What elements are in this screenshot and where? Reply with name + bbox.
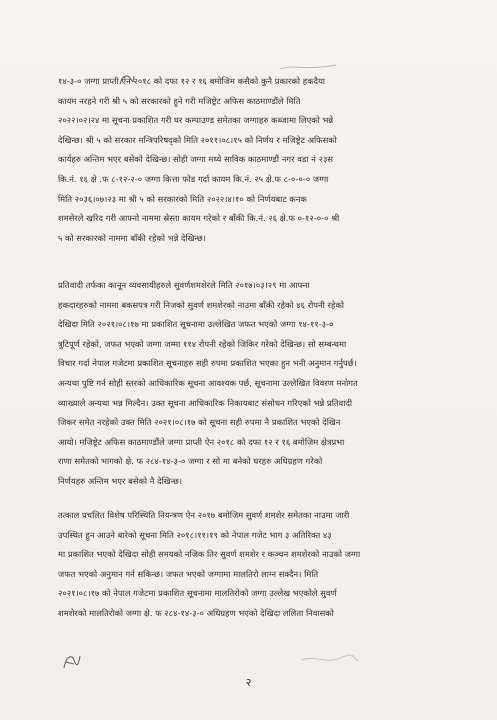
text-line: कायम नरहने गरी श्री ५ को सरकारको हुने गरी मजिष्ट्रेट अफिस काठमाण्डौंले मिति — [58, 95, 301, 106]
text-line: कि.नं. १६ क्षे .फ ८-१२-२-० जग्गा कित्ता फोड गर्दा कायम कि.नं. २५ क्षे.फ ८-०-०-० जग्गा — [58, 173, 329, 184]
text-line: शमशेरको मालतिरोको जग्गा क्षे. फ २८४-१४-३-० अधिग्रहण भएको देखिदा ललिता निवासको — [58, 607, 334, 618]
text-line: ५ को सरकारको नाममा बाँकी रहेको भन्ने देखिन्छ। — [58, 232, 206, 243]
text-line: मा प्रकाशित भएको देखिदा सोही समयको नजिक तिर सुवर्ण शमशेर र कञ्चन शमशेरको नाउको जग्गा — [58, 549, 361, 560]
text-line: त्रुटिपूर्ण रहेको, जफत भएको जग्गा जम्मा ११४ रोपनी रहेको जिकिर गरेको देखिन्छ। सो सम्बन्धमा — [58, 338, 347, 349]
text-line: व्याख्याले अन्यथा भन्न मिल्दैन। उक्त सूचना आधिकारिक निकायबाट संसोधन गरिएको भन्ने प्रतिवादी — [58, 397, 353, 408]
text-line: २०२२।०२।२४ मा सूचना प्रकाशित गरी घर कम्पाउण्ड समेतका जग्गाहरु कब्जामा लिएको भन्ने — [58, 115, 334, 126]
text-line: आयो। मजिष्ट्रेट अफिस काठमाण्डौंले जग्गा प्राप्ती ऐन २०१८ को दफा १२ र १६ बमोजिम क्षेत्रप्रभा — [58, 436, 345, 447]
text-line: निर्णयहरु अन्तिम भएर बसेको नै देखिन्छ। — [58, 475, 183, 486]
paragraph-1 — [58, 72, 470, 248]
text-line: जिकर समेत नरहेको उक्त मिति २०२१।०८।१७ को सूचना सही रुपमा नै प्रकाशित भएको देखिन — [58, 417, 341, 428]
text-line: तत्काल प्रचलित विशेष परिस्थिति नियन्त्रण ऐन २०१७ बमोजिम सुवर्ण शमशेर समेतका नाउमा जारी — [58, 510, 350, 520]
text-line: कार्यहरु अन्तिम भएर बसेको देखिन्छ। सोही जग्गा मध्ये साविक काठमाण्डौं नगर वडा नं २३स — [58, 154, 333, 165]
text-line: अन्यथा पुष्टि गर्न सोही स्तरको आधिकारिक सूचना आवश्यक पर्छ, सूचनामा उल्लेखित विवरण मनोगत — [58, 377, 358, 388]
handwritten-mark-bottom — [300, 652, 360, 666]
page-number: २ — [245, 676, 252, 689]
handwritten-mark-bottom-left — [60, 650, 82, 672]
paragraph-3 — [58, 506, 470, 624]
text-line: विचार गर्दा नेपाल गजेटमा प्रकाशित सूचनाहरु सही रुपमा प्रकाशित भएका हुन भनी अनुमान गर्नुपर्छ। — [58, 358, 357, 369]
text-line: उपस्थित हुन आउने बारेको सूचना मिति २०१८।११।१९ को नेपाल गजेट भाग ३ अतिरिक्त ४३ — [58, 529, 332, 540]
text-line: देखिदा मिति २०२१।०८।१७ मा प्रकाशित सूचनामा उल्लेखित जफत भएको जग्गा १४-११-३-० — [58, 319, 334, 330]
text-line: राणा समेतको भागको क्षे. फ २८४-१४-३-० जग्गा र सो मा बनेको घरहरु अधिग्रहण गरेको — [58, 456, 323, 467]
text-line: शमसेरले खरिद गरी आफ्नो नाममा स्रेस्ता कायम गरेको र बाँकी कि.नं. २६ क्षे.फ ०-१२-०-० श्री — [58, 213, 340, 224]
text-line: मिति २०३६।०७।२३ मा श्री ५ को सरकारको मिति २०२२।४।१० को निर्णयबाट कनक — [58, 193, 307, 204]
text-line: हकदारहरुको नाममा बकसपत्र गरी निजको सुवर्ण शमशेरको नाउमा बाँकी रहेको ४६ रोपनी रहेको — [58, 299, 345, 310]
text-line: प्रतिवादी तर्फका कानून व्यवसायीहरुले सुवर्णशमशेरले मिति २०१७।०३।२९ मा आफ्ना — [58, 280, 310, 290]
text-line: देखिन्छ। श्री ५ को सरकार मन्त्रिपरिषद्को मिति २०११।०८।१५ को निर्णय र मजिष्ट्रेट अफिसको — [58, 134, 337, 145]
text-line: १४-३-० जग्गा प्राप्ती ऐन २०१८ को दफा १२ र १६ बमोजिम कसैको कुनै प्रकारको हकदैया — [58, 76, 326, 86]
text-line: २०२१।०८।१७ को नेपाल गजेटमा प्रकाशित सूचनामा मालतिरोको जग्गा उल्लेख भएकोले सुवर्ण — [58, 588, 337, 599]
text-line: जफत भएको अनुमान गर्न सकिन्छ। जफत भएको जग्गामा मालतिरो लाग्न सक्दैन। मिति — [58, 568, 319, 579]
paragraph-2 — [58, 276, 470, 492]
